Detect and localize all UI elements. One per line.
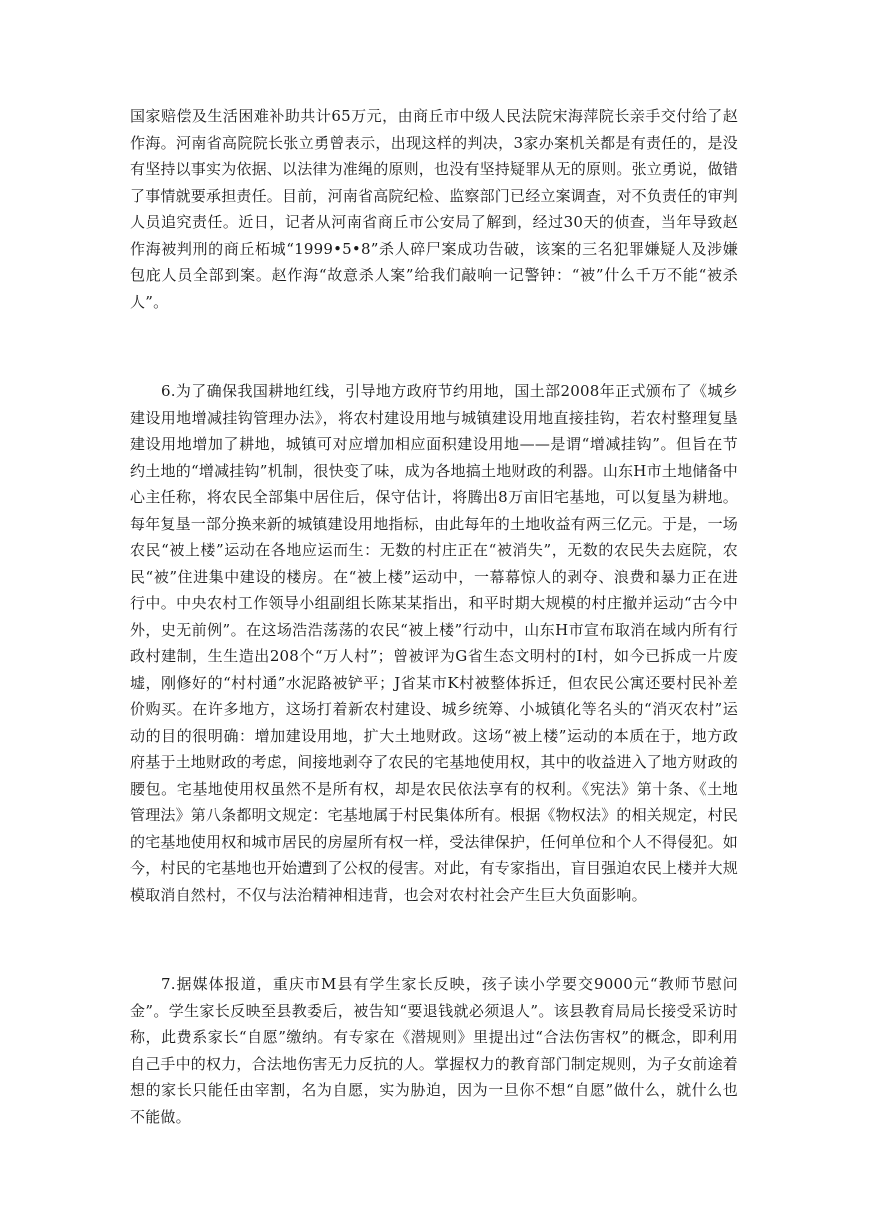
document-page [130, 103, 738, 1130]
paragraph-6-land-policy: 6.为了确保我国耕地红线，引导地方政府节约用地，国土部2008年正式颁布了《城乡建设用地增减挂钩管理办法》，将农村建设用地与城镇建设用地直接挂钩，若农村整理复垦建设用地增加了耕地，城镇可对应增加相应面积建设用地——是谓“增减挂钩”。但旨在节约土地的“增减挂钩”机制，很快变了味，成为各地搞土地财政的利器。山东H市土地储备中心主任称，将农民全部集中居住后，保守估计，将腾出8万亩旧宅基地，可以复垦为耕地。每年复垦一部分换来新的城镇建设用地指标，由此每年的土地收益有两三亿元。于是，一场农民“被上楼”运动在各地应运而生：无数的村庄正在“被消失”，无数的农民失去庭院，农民“被”住进集中建设的楼房。在“被上楼”运动中，一幕幕惊人的剥夺、浪费和暴力正在进行中。中央农村工作领导小组副组长陈某某指出，和平时期大规模的村庄撤并运动“古今中外，史无前例”。在这场浩浩荡荡的农民“被上楼”行动中，山东H市宣布取消在域内所有行政村建制，生生造出208个“万人村”；曾被评为G省生态文明村的I村，如今已拆成一片废墟，刚修好的“村村通”水泥路被铲平；J省某市K村被整体拆迁，但农民公寓还要村民补差价购买。在许多地方，这场打着新农村建设、城乡统筹、小城镇化等名头的“消灭农村”运动的目的很明确：增加建设用地，扩大土地财政。这场“被上楼”运动的本质在于，地方政府基于土地财政的考虑，间接地剥夺了农民的宅基地使用权，其中的收益进入了地方财政的腰包。宅基地使用权虽然不是所有权，却是农民依法享有的权利。《宪法》第十条、《土地管理法》第八条都明文规定：宅基地属于村民集体所有。根据《物权法》的相关规定，村民的宅基地使用权和城市居民的房屋所有权一样，受法律保护，任何单位和个人不得侵犯。如今，村民的宅基地也开始遭到了公权的侵害。对此，有专家指出，盲目强迫农民上楼并大规模取消自然村，不仅与法治精神相违背，也会对农村社会产生巨大负面影响。 [130, 382, 739, 904]
paragraph-7-school-fees: 7.据媒体报道，重庆市M县有学生家长反映，孩子读小学要交9000元“教师节慰问金”。学生家长反映至县教委后，被告知“要退钱就必须退人”。该县教育局局长接受采访时称，此费系家长“自愿”缴纳。有专家在《潜规则》里提出过“合法伤害权”的概念，即利用自己手中的权力，合法地伤害无力反抗的人。掌握权力的教育部门制定规则，为子女前途着想的家长只能任由宰割，名为自愿，实为胁迫，因为一旦你不想“自愿”做什么，就什么也不能做。 [130, 975, 739, 1126]
paragraph-zhao-zuohai-case: 国家赔偿及生活困难补助共计65万元，由商丘市中级人民法院宋海萍院长亲手交付给了赵作海。河南省高院院长张立勇曾表示，出现这样的判决，3家办案机关都是有责任的，是没有坚持以事实为依据、以法律为准绳的原则，也没有坚持疑罪从无的原则。张立勇说，做错了事情就要承担责任。目前，河南省高院纪检、监察部门已经立案调查，对不负责任的审判人员追究责任。近日，记者从河南省商丘市公安局了解到，经过30天的侦查，当年导致赵作海被判刑的商丘柘城“1999•5•8”杀人碎尸案成功告破，该案的三名犯罪嫌疑人及涉嫌包庇人员全部到案。赵作海“故意杀人案”给我们敲响一记警钟：“被”什么千万不能“被杀人”。 [130, 107, 739, 311]
paragraph-spacer [130, 908, 738, 971]
paragraph-spacer [130, 315, 738, 378]
